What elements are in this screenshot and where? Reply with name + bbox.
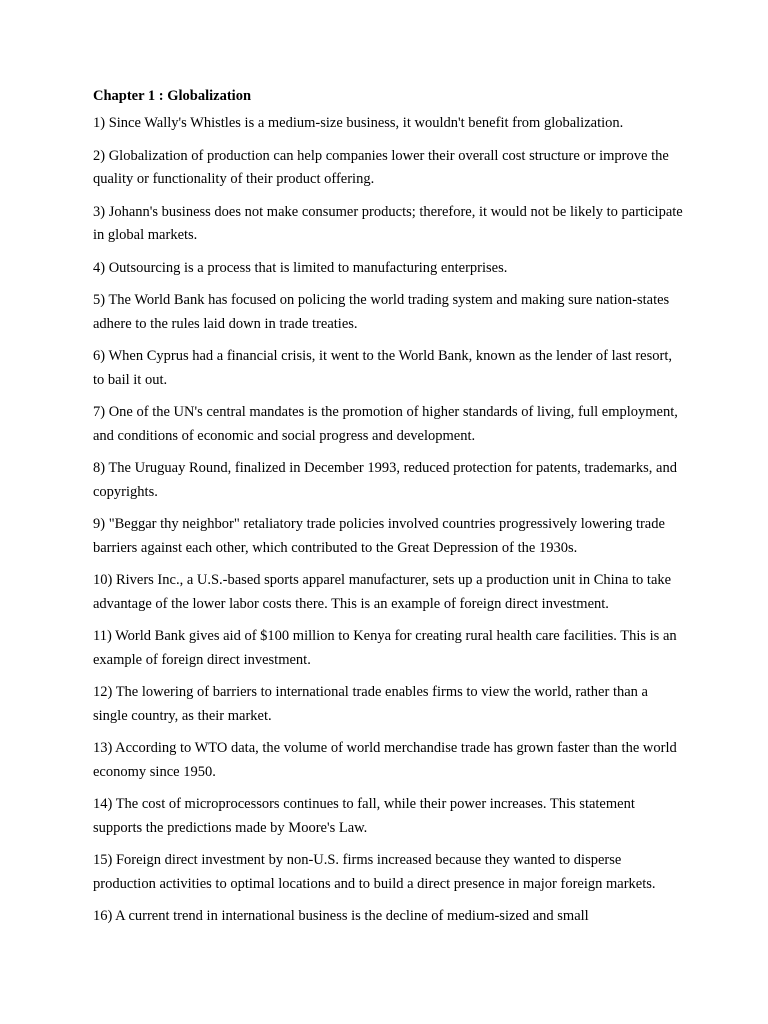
chapter-title: Chapter 1 : Globalization: [93, 88, 252, 104]
question-item: 13) According to WTO data, the volume of world merchandise trade has grown faster than the world economy since 1950.: [93, 740, 677, 780]
question-item: 10) Rivers Inc., a U.S.-based sports apparel manufacturer, sets up a production unit in China to take advantage of the lower labor costs there. This is an example of foreign direct investment.: [93, 572, 672, 612]
question-item: 8) The Uruguay Round, finalized in December 1993, reduced protection for patents, trademarks, and copyrights.: [93, 460, 677, 500]
question-item: 2) Globalization of production can help companies lower their overall cost structure or improve the quality or functionality of their product offering.: [93, 147, 669, 187]
question-item: 5) The World Bank has focused on policing the world trading system and making sure nation-states adhere to the rules laid down in trade treaties.: [93, 292, 670, 332]
question-item: 16) A current trend in international business is the decline of medium-sized and small: [93, 908, 589, 924]
question-item: 3) Johann's business does not make consumer products; therefore, it would not be likely to participate in global markets.: [93, 203, 683, 243]
question-list: [93, 112, 683, 929]
question-item: 15) Foreign direct investment by non-U.S. firms increased because they wanted to disperse production activities to optimal locations and to build a direct presence in major foreign markets.: [93, 852, 656, 892]
question-item: 7) One of the UN's central mandates is the promotion of higher standards of living, full employment, and conditions of economic and social progress and development.: [93, 404, 678, 444]
question-item: 12) The lowering of barriers to international trade enables firms to view the world, rather than a single country, as their market.: [93, 684, 648, 724]
question-item: 4) Outsourcing is a process that is limited to manufacturing enterprises.: [93, 259, 508, 276]
question-item: 6) When Cyprus had a financial crisis, it went to the World Bank, known as the lender of last resort, to bail it out.: [93, 348, 672, 388]
question-item: 11) World Bank gives aid of $100 million to Kenya for creating rural health care facilities. This is an example of foreign direct investment.: [93, 628, 677, 668]
question-item: 9) "Beggar thy neighbor" retaliatory trade policies involved countries progressively lowering trade barriers against each other, which contributed to the Great Depression of the 1930s.: [93, 516, 665, 556]
document-page: [93, 86, 683, 938]
question-item: 14) The cost of microprocessors continues to fall, while their power increases. This statement supports the predictions made by Moore's Law.: [93, 796, 635, 836]
question-item: 1) Since Wally's Whistles is a medium-size business, it wouldn't benefit from globalization.: [93, 115, 624, 131]
